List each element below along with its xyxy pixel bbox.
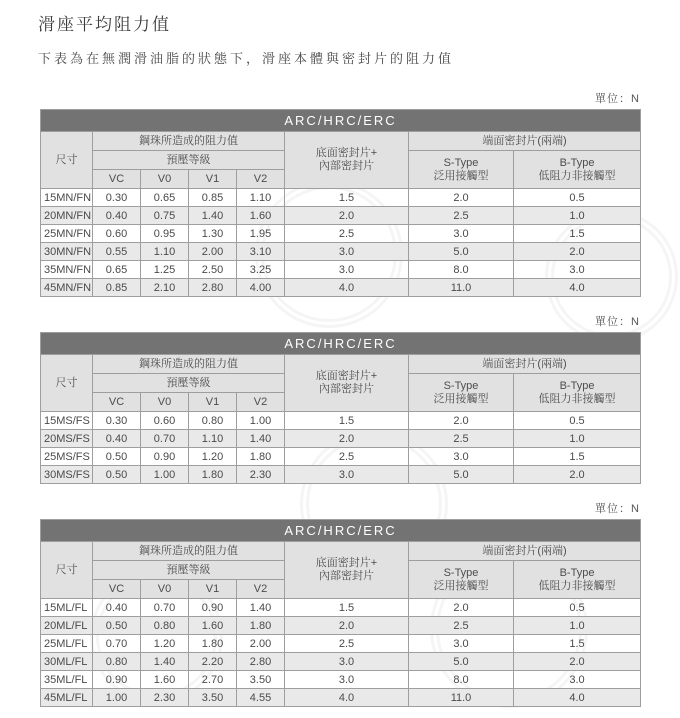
value-cell: 2.5 bbox=[285, 635, 409, 653]
preload-col-header: V1 bbox=[189, 170, 237, 189]
preload-col-header: VC bbox=[93, 393, 141, 412]
value-cell: 2.0 bbox=[409, 412, 514, 430]
unit-label: 單位：N bbox=[595, 503, 640, 515]
s-type-line2: 泛用接觸型 bbox=[433, 579, 489, 592]
value-cell: 2.80 bbox=[237, 653, 285, 671]
value-cell: 5.0 bbox=[409, 243, 514, 261]
value-cell: 0.80 bbox=[141, 617, 189, 635]
page-title: 滑座平均阻力值 bbox=[38, 15, 171, 34]
value-cell: 1.60 bbox=[237, 207, 285, 225]
preload-col-header: V1 bbox=[189, 580, 237, 599]
table-title-bar: ARC/HRC/ERC bbox=[41, 333, 641, 355]
s-type-line1: S-Type bbox=[443, 379, 479, 392]
s-type-header bbox=[409, 374, 514, 412]
ball-resistance-header: 鋼珠所造成的阻力值 bbox=[93, 542, 285, 561]
ball-resistance-header: 鋼珠所造成的阻力值 bbox=[93, 132, 285, 151]
resistance-table-2 bbox=[40, 332, 641, 484]
size-cell: 15MS/FS bbox=[41, 412, 93, 430]
value-cell: 3.50 bbox=[189, 689, 237, 707]
value-cell: 1.0 bbox=[514, 207, 641, 225]
size-cell: 35MN/FN bbox=[41, 261, 93, 279]
value-cell: 2.70 bbox=[189, 671, 237, 689]
value-cell: 4.0 bbox=[514, 689, 641, 707]
table-row bbox=[41, 412, 641, 430]
s-type-line1: S-Type bbox=[443, 156, 479, 169]
bottom-seal-header bbox=[285, 355, 409, 412]
table-row bbox=[41, 671, 641, 689]
value-cell: 0.90 bbox=[141, 448, 189, 466]
value-cell: 2.20 bbox=[189, 653, 237, 671]
value-cell: 3.0 bbox=[409, 635, 514, 653]
bottom-seal-line1: 底面密封片+ bbox=[315, 147, 378, 159]
value-cell: 0.40 bbox=[93, 599, 141, 617]
preload-grade-header: 預壓等級 bbox=[93, 374, 285, 393]
value-cell: 0.85 bbox=[189, 189, 237, 207]
unit-label: 單位：N bbox=[595, 93, 640, 105]
bottom-seal-header bbox=[285, 542, 409, 599]
table-row bbox=[41, 599, 641, 617]
ball-resistance-header: 鋼珠所造成的阻力值 bbox=[93, 355, 285, 374]
page-subtitle: 下表為在無潤滑油脂的狀態下，滑座本體與密封片的阻力值 bbox=[38, 51, 455, 66]
size-cell: 30MN/FN bbox=[41, 243, 93, 261]
value-cell: 3.0 bbox=[514, 671, 641, 689]
table-row bbox=[41, 635, 641, 653]
value-cell: 1.10 bbox=[189, 430, 237, 448]
size-cell: 15MN/FN bbox=[41, 189, 93, 207]
value-cell: 0.50 bbox=[93, 448, 141, 466]
value-cell: 4.55 bbox=[237, 689, 285, 707]
value-cell: 2.0 bbox=[409, 189, 514, 207]
value-cell: 4.00 bbox=[237, 279, 285, 297]
preload-col-header: V2 bbox=[237, 393, 285, 412]
value-cell: 1.30 bbox=[189, 225, 237, 243]
value-cell: 1.95 bbox=[237, 225, 285, 243]
value-cell: 3.0 bbox=[285, 261, 409, 279]
b-type-line1: B-Type bbox=[559, 379, 595, 392]
value-cell: 3.0 bbox=[409, 448, 514, 466]
b-type-line2: 低阻力非接觸型 bbox=[538, 392, 616, 405]
resistance-table-3 bbox=[40, 519, 641, 707]
size-cell: 35ML/FL bbox=[41, 671, 93, 689]
value-cell: 3.0 bbox=[409, 225, 514, 243]
value-cell: 1.80 bbox=[237, 448, 285, 466]
value-cell: 0.95 bbox=[141, 225, 189, 243]
value-cell: 3.0 bbox=[285, 671, 409, 689]
value-cell: 1.40 bbox=[237, 430, 285, 448]
value-cell: 1.80 bbox=[237, 617, 285, 635]
bottom-seal-line1: 底面密封片+ bbox=[315, 557, 378, 569]
table-title-bar: ARC/HRC/ERC bbox=[41, 110, 641, 132]
table-row bbox=[41, 430, 641, 448]
s-type-line2: 泛用接觸型 bbox=[433, 392, 489, 405]
b-type-header bbox=[514, 374, 641, 412]
value-cell: 0.40 bbox=[93, 207, 141, 225]
value-cell: 1.00 bbox=[141, 466, 189, 484]
value-cell: 1.80 bbox=[189, 466, 237, 484]
resistance-table-1 bbox=[40, 109, 641, 297]
size-cell: 30MS/FS bbox=[41, 466, 93, 484]
b-type-line2: 低阻力非接觸型 bbox=[538, 579, 616, 592]
value-cell: 2.30 bbox=[237, 466, 285, 484]
bottom-seal-line1: 底面密封片+ bbox=[315, 370, 378, 382]
table-row bbox=[41, 653, 641, 671]
value-cell: 0.5 bbox=[514, 189, 641, 207]
end-seal-header: 端面密封片(兩端) bbox=[409, 542, 641, 561]
value-cell: 1.0 bbox=[514, 430, 641, 448]
value-cell: 3.10 bbox=[237, 243, 285, 261]
value-cell: 0.40 bbox=[93, 430, 141, 448]
value-cell: 1.40 bbox=[141, 653, 189, 671]
preload-col-header: VC bbox=[93, 580, 141, 599]
value-cell: 0.70 bbox=[141, 599, 189, 617]
value-cell: 3.50 bbox=[237, 671, 285, 689]
value-cell: 2.5 bbox=[409, 207, 514, 225]
table-row bbox=[41, 466, 641, 484]
bottom-seal-line2: 內部密封片 bbox=[319, 160, 374, 172]
s-type-line2: 泛用接觸型 bbox=[433, 169, 489, 182]
value-cell: 1.5 bbox=[514, 448, 641, 466]
preload-col-header: V0 bbox=[141, 580, 189, 599]
value-cell: 2.0 bbox=[409, 599, 514, 617]
bottom-seal-line2: 內部密封片 bbox=[319, 570, 374, 582]
value-cell: 0.30 bbox=[93, 189, 141, 207]
value-cell: 1.00 bbox=[237, 412, 285, 430]
value-cell: 0.80 bbox=[189, 412, 237, 430]
b-type-line1: B-Type bbox=[559, 566, 595, 579]
table-row bbox=[41, 279, 641, 297]
value-cell: 1.10 bbox=[141, 243, 189, 261]
value-cell: 2.5 bbox=[409, 617, 514, 635]
value-cell: 0.5 bbox=[514, 599, 641, 617]
value-cell: 2.0 bbox=[285, 617, 409, 635]
value-cell: 2.0 bbox=[285, 430, 409, 448]
value-cell: 0.55 bbox=[93, 243, 141, 261]
value-cell: 0.80 bbox=[93, 653, 141, 671]
s-type-line1: S-Type bbox=[443, 566, 479, 579]
size-cell: 45ML/FL bbox=[41, 689, 93, 707]
value-cell: 1.10 bbox=[237, 189, 285, 207]
table-row bbox=[41, 689, 641, 707]
value-cell: 11.0 bbox=[409, 279, 514, 297]
preload-col-header: V0 bbox=[141, 393, 189, 412]
s-type-header bbox=[409, 561, 514, 599]
value-cell: 1.5 bbox=[514, 225, 641, 243]
b-type-line2: 低阻力非接觸型 bbox=[538, 169, 616, 182]
value-cell: 0.50 bbox=[93, 466, 141, 484]
value-cell: 2.0 bbox=[514, 243, 641, 261]
value-cell: 1.5 bbox=[285, 599, 409, 617]
value-cell: 11.0 bbox=[409, 689, 514, 707]
end-seal-header: 端面密封片(兩端) bbox=[409, 132, 641, 151]
value-cell: 1.80 bbox=[189, 635, 237, 653]
table-row bbox=[41, 448, 641, 466]
value-cell: 1.40 bbox=[237, 599, 285, 617]
size-cell: 25MN/FN bbox=[41, 225, 93, 243]
value-cell: 2.80 bbox=[189, 279, 237, 297]
size-column-header: 尺寸 bbox=[41, 132, 93, 189]
value-cell: 0.90 bbox=[93, 671, 141, 689]
value-cell: 0.60 bbox=[141, 412, 189, 430]
unit-label: 單位：N bbox=[595, 316, 640, 328]
size-cell: 30ML/FL bbox=[41, 653, 93, 671]
b-type-header bbox=[514, 151, 641, 189]
size-cell: 20MN/FN bbox=[41, 207, 93, 225]
value-cell: 4.0 bbox=[514, 279, 641, 297]
preload-col-header: V2 bbox=[237, 170, 285, 189]
value-cell: 1.5 bbox=[514, 635, 641, 653]
value-cell: 1.5 bbox=[285, 412, 409, 430]
table-row bbox=[41, 617, 641, 635]
value-cell: 2.0 bbox=[514, 466, 641, 484]
preload-col-header: V0 bbox=[141, 170, 189, 189]
value-cell: 8.0 bbox=[409, 671, 514, 689]
preload-grade-header: 預壓等級 bbox=[93, 561, 285, 580]
value-cell: 3.0 bbox=[285, 466, 409, 484]
value-cell: 0.75 bbox=[141, 207, 189, 225]
value-cell: 1.00 bbox=[93, 689, 141, 707]
size-column-header: 尺寸 bbox=[41, 542, 93, 599]
table-row bbox=[41, 225, 641, 243]
value-cell: 1.25 bbox=[141, 261, 189, 279]
value-cell: 0.65 bbox=[141, 189, 189, 207]
value-cell: 2.50 bbox=[189, 261, 237, 279]
value-cell: 1.60 bbox=[141, 671, 189, 689]
value-cell: 1.20 bbox=[141, 635, 189, 653]
value-cell: 0.5 bbox=[514, 412, 641, 430]
table-row bbox=[41, 261, 641, 279]
value-cell: 8.0 bbox=[409, 261, 514, 279]
table-row bbox=[41, 189, 641, 207]
s-type-header bbox=[409, 151, 514, 189]
table-row bbox=[41, 207, 641, 225]
value-cell: 2.0 bbox=[514, 653, 641, 671]
end-seal-header: 端面密封片(兩端) bbox=[409, 355, 641, 374]
value-cell: 1.20 bbox=[189, 448, 237, 466]
value-cell: 0.50 bbox=[93, 617, 141, 635]
value-cell: 1.0 bbox=[514, 617, 641, 635]
size-cell: 25MS/FS bbox=[41, 448, 93, 466]
size-cell: 25ML/FL bbox=[41, 635, 93, 653]
value-cell: 3.25 bbox=[237, 261, 285, 279]
b-type-header bbox=[514, 561, 641, 599]
size-cell: 20MS/FS bbox=[41, 430, 93, 448]
value-cell: 3.0 bbox=[514, 261, 641, 279]
b-type-line1: B-Type bbox=[559, 156, 595, 169]
size-cell: 20ML/FL bbox=[41, 617, 93, 635]
value-cell: 0.70 bbox=[93, 635, 141, 653]
value-cell: 2.10 bbox=[141, 279, 189, 297]
table-row bbox=[41, 243, 641, 261]
value-cell: 3.0 bbox=[285, 653, 409, 671]
value-cell: 5.0 bbox=[409, 653, 514, 671]
value-cell: 2.00 bbox=[189, 243, 237, 261]
preload-col-header: V2 bbox=[237, 580, 285, 599]
value-cell: 4.0 bbox=[285, 689, 409, 707]
preload-col-header: V1 bbox=[189, 393, 237, 412]
value-cell: 0.30 bbox=[93, 412, 141, 430]
value-cell: 2.5 bbox=[285, 448, 409, 466]
preload-col-header: VC bbox=[93, 170, 141, 189]
size-cell: 45MN/FN bbox=[41, 279, 93, 297]
value-cell: 3.0 bbox=[285, 243, 409, 261]
bottom-seal-line2: 內部密封片 bbox=[319, 383, 374, 395]
value-cell: 1.40 bbox=[189, 207, 237, 225]
preload-grade-header: 預壓等級 bbox=[93, 151, 285, 170]
value-cell: 5.0 bbox=[409, 466, 514, 484]
size-column-header: 尺寸 bbox=[41, 355, 93, 412]
value-cell: 2.5 bbox=[409, 430, 514, 448]
value-cell: 0.70 bbox=[141, 430, 189, 448]
value-cell: 1.60 bbox=[189, 617, 237, 635]
value-cell: 4.0 bbox=[285, 279, 409, 297]
value-cell: 1.5 bbox=[285, 189, 409, 207]
bottom-seal-header bbox=[285, 132, 409, 189]
value-cell: 2.30 bbox=[141, 689, 189, 707]
table-title-bar: ARC/HRC/ERC bbox=[41, 520, 641, 542]
value-cell: 0.65 bbox=[93, 261, 141, 279]
value-cell: 0.90 bbox=[189, 599, 237, 617]
value-cell: 0.85 bbox=[93, 279, 141, 297]
value-cell: 2.5 bbox=[285, 225, 409, 243]
value-cell: 0.60 bbox=[93, 225, 141, 243]
size-cell: 15ML/FL bbox=[41, 599, 93, 617]
value-cell: 2.0 bbox=[285, 207, 409, 225]
value-cell: 2.00 bbox=[237, 635, 285, 653]
